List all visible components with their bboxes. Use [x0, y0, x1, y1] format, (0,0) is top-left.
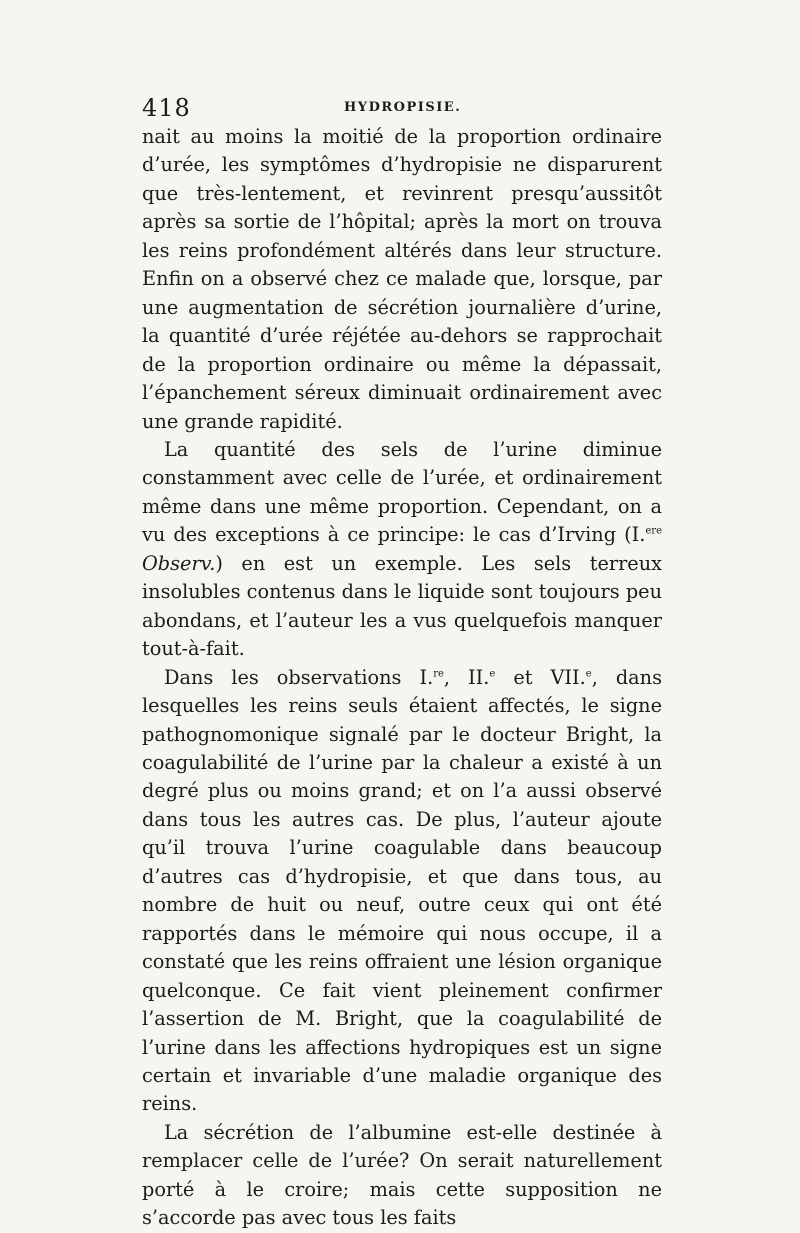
text-run: , II. [443, 665, 490, 689]
body-text [142, 123, 662, 1233]
superscript: e [585, 668, 592, 680]
paragraph-albumine: La sécrétion de l’albumine est-elle destinée à remplacer celle de l’urée? On serait naturellement porté à le croire; mais cette supposition ne s’accorde pas avec tous les faits [142, 1120, 662, 1230]
text-run: et VII. [495, 665, 586, 689]
page-header [142, 94, 662, 124]
running-title: HYDROPISIE. [344, 100, 462, 115]
text-run: , dans lesquelles les reins seuls étaient affectés, le signe pathognomonique signalé par le docteur Bright, la coagulabilité de l’urine par la chaleur a existé à un degré plus ou moins grand; et on l’a aussi observé dans tous les autres cas. De plus, l’auteur ajoute qu’il trouva l’urine coagulable dans beaucoup d’autres cas d’hydropisie, et que dans tous, au nombre de huit ou neuf, outre ceux qui ont été rapportés dans le mémoire qui nous occupe, il a constaté que les reins offraient une lésion organique quelconque. Ce fait vient pleinement confirmer l’assertion de M. Bright, que la coagulabilité de l’urine dans les affections hydropiques est un signe certain et invariable d’une maladie organique des reins. [142, 665, 662, 1116]
paragraph-continuation: nait au moins la moitié de la proportion ordinaire d’urée, les symptômes d’hydropisie ne disparurent que très-lentement, et revinrent presqu’aussitôt après sa sortie de l’hôpital; après la mort on trouva les reins profondément altérés dans leur structure. Enfin on a observé chez ce malade que, lorsque, par une augmentation de sécrétion journalière d’urine, la quantité d’urée réjétée au-dehors se rapprochait de la proportion ordinaire ou même la dépassait, l’épanchement séreux diminuait ordinairement avec une grande rapidité. [142, 125, 662, 433]
paragraph-observations [142, 664, 662, 1119]
superscript: e [489, 668, 496, 680]
page-number: 418 [142, 94, 191, 122]
superscript: re [433, 668, 444, 680]
paragraph-salts [142, 436, 662, 664]
text-run: La quantité des sels de l’urine diminue constamment avec celle de l’urée, et ordinairement même dans une même proportion. Cependant, on a vu des exceptions à ce principe: le cas d’Irving (I. [142, 437, 662, 547]
superscript: ere [645, 525, 662, 537]
text-run: ) en est un exemple. Les sels terreux insolubles contenus dans le liquide sont toujours peu abondans, et l’auteur les a vus quelquefois manquer tout-à-fait. [142, 551, 662, 661]
text-run: Dans les observations I. [164, 665, 434, 689]
italic-reference: Observ. [142, 551, 216, 575]
